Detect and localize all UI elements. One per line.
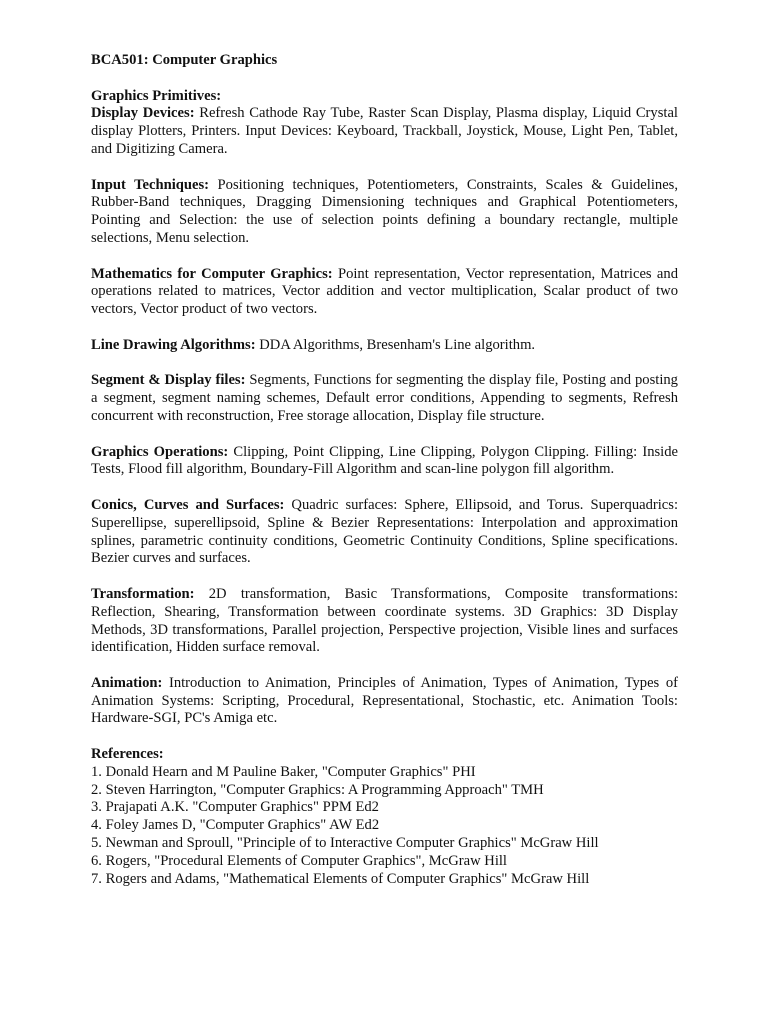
section-line-drawing [91, 337, 678, 355]
section-body: Clipping, Point Clipping, Line Clipping, Polygon Clipping. Filling: Inside Tests, Flood fill algorithm, Boundary-Fill Algorithm and scan-line polygon fill algorithm. [91, 443, 678, 478]
section-body: 2D transformation, Basic Transformations, Composite transformations: Reflection, Shearing, Transformation between coordinate systems. 3D Graphics: 3D Display Methods, 3D transformations, Parallel projection, Perspective projection, Visible lines and surfaces identification, Hidden surface removal. [91, 585, 678, 656]
reference-item: 2. Steven Harrington, "Computer Graphics: A Programming Approach" TMH [91, 781, 544, 798]
section-transformation [91, 586, 678, 657]
section-body: Segments, Functions for segmenting the display file, Posting and posting a segment, segment naming schemes, Default error conditions, Appending to segments, Refresh concurrent with reconstruction, Free storage allocation, Display file structure. [91, 372, 678, 424]
section-mathematics [91, 266, 678, 319]
section-heading: Segment & Display files: [91, 372, 246, 389]
reference-item: 7. Rogers and Adams, "Mathematical Elements of Computer Graphics" McGraw Hill [91, 870, 590, 887]
section-heading: Conics, Curves and Surfaces: [91, 496, 285, 513]
section-heading: Mathematics for Computer Graphics: [91, 265, 333, 282]
section-heading: Transformation: [91, 585, 195, 602]
section-conics-curves-surfaces [91, 497, 678, 568]
references-list [91, 764, 678, 889]
section-body: Refresh Cathode Ray Tube, Raster Scan Display, Plasma display, Liquid Crystal display Plotters, Printers. Input Devices: Keyboard, Trackball, Joystick, Mouse, Light Pen, Tablet, and Digitizing Camera. [91, 105, 678, 157]
section-input-techniques [91, 177, 678, 248]
section-heading: Graphics Operations: [91, 443, 229, 460]
section-segment-display-files [91, 372, 678, 425]
subheading-graphics-primitives: Graphics Primitives: [91, 87, 222, 104]
section-heading: Display Devices: [91, 105, 195, 122]
reference-item: 1. Donald Hearn and M Pauline Baker, "Computer Graphics" PHI [91, 763, 476, 780]
section-display-devices [91, 105, 678, 158]
section-graphics-operations [91, 444, 678, 480]
reference-item: 4. Foley James D, "Computer Graphics" AW Ed2 [91, 817, 380, 834]
section-body: Positioning techniques, Potentiometers, Constraints, Scales & Guidelines, Rubber-Band techniques, Dragging Dimensioning techniques and Graphical Potentiometers, Pointing and Selection: the use of selection points defining a boundary rectangle, multiple selections, Menu selection. [91, 176, 678, 246]
references-heading: References: [91, 746, 164, 763]
section-heading: Animation: [91, 674, 163, 691]
section-animation [91, 675, 678, 728]
section-body: Introduction to Animation, Principles of Animation, Types of Animation, Types of Animation Systems: Scripting, Procedural, Representational, Stochastic, etc. Animation Tools: Hardware-SGI, PC's Amiga etc. [91, 674, 678, 727]
section-heading: Input Techniques: [91, 176, 210, 193]
reference-item: 3. Prajapati A.K. "Computer Graphics" PPM Ed2 [91, 799, 379, 816]
document-title: BCA501: Computer Graphics [91, 52, 278, 68]
section-heading: Line Drawing Algorithms: [91, 336, 256, 353]
reference-item: 6. Rogers, "Procedural Elements of Computer Graphics", McGraw Hill [91, 852, 507, 869]
reference-item: 5. Newman and Sproull, "Principle of to Interactive Computer Graphics" McGraw Hill [91, 835, 599, 852]
section-body: Point representation, Vector representation, Matrices and operations related to matrices, Vector addition and vector multiplication, Scalar product of two vectors, Vector product of two vectors. [91, 265, 678, 318]
references-section [91, 746, 678, 888]
section-body: DDA Algorithms, Bresenham's Line algorithm. [255, 336, 536, 353]
document-page [91, 52, 678, 888]
section-body: Quadric surfaces: Sphere, Ellipsoid, and Torus. Superquadrics: Superellipse, superellipsoid, Spline & Bezier Representations: Interpolation and approximation splines, parametric continuity conditions, Geometric Continuity Conditions, Spline specifications. Bezier curves and surfaces. [91, 496, 679, 567]
